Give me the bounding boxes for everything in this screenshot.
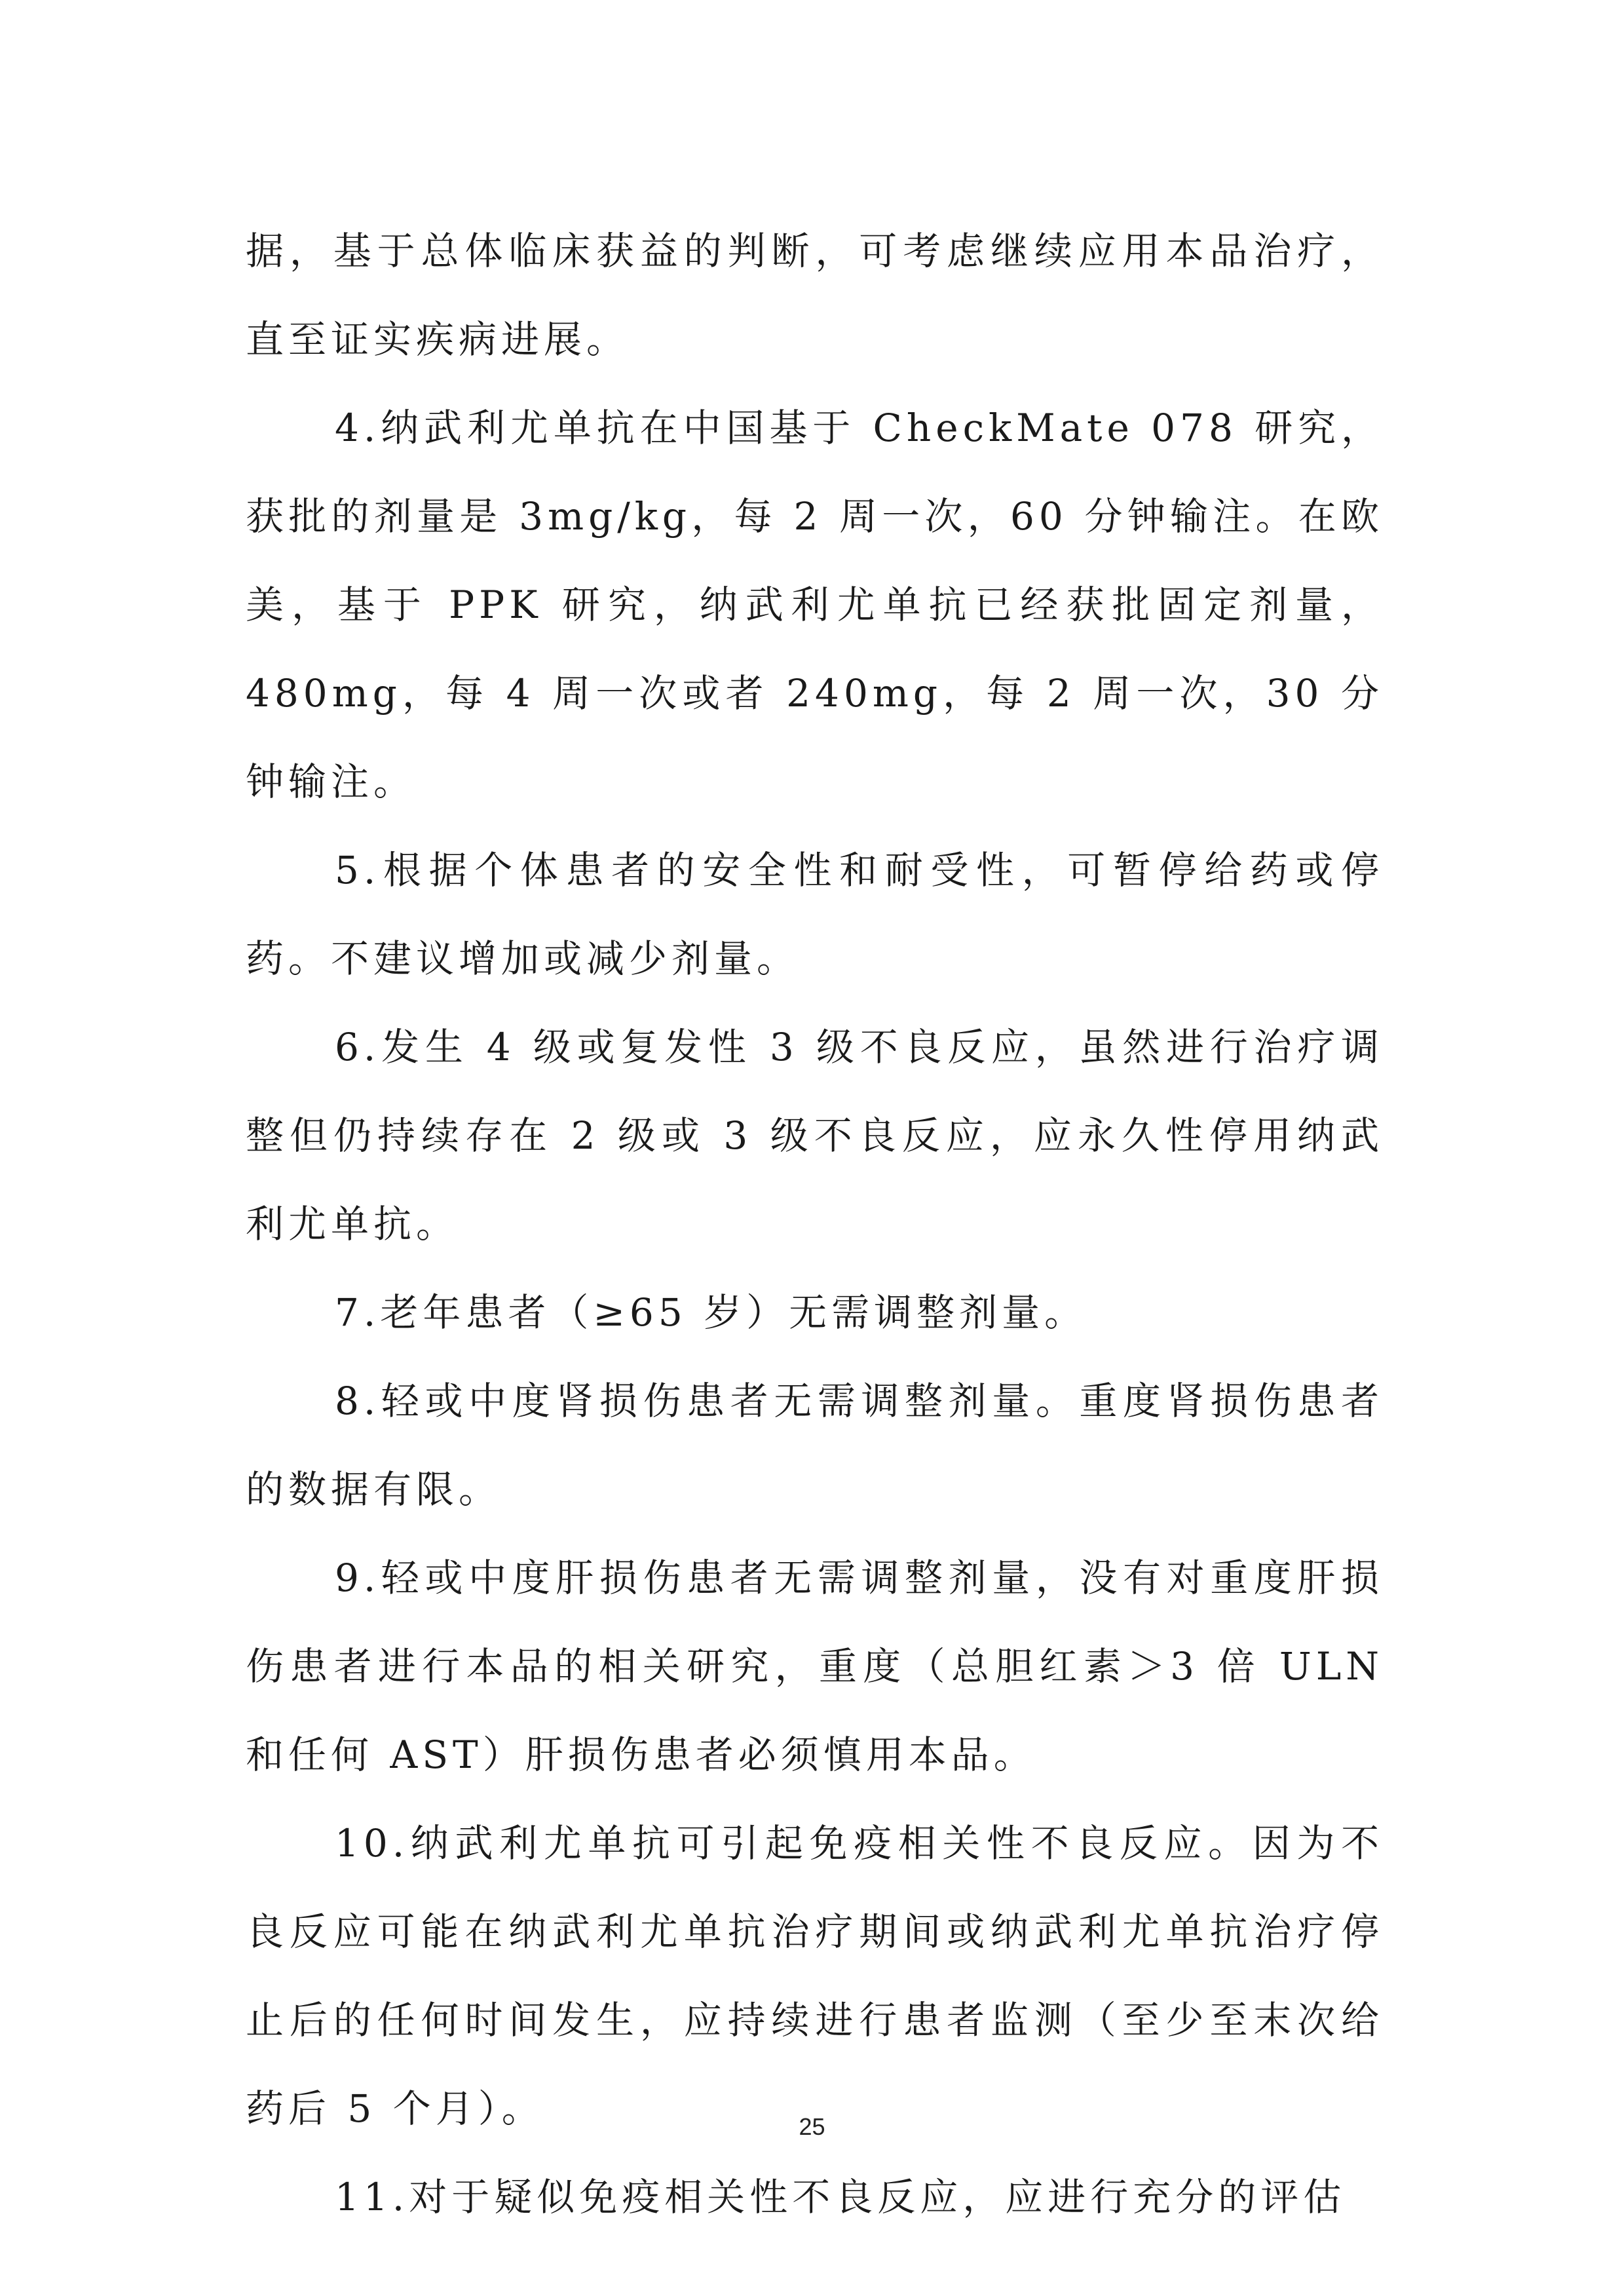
- paragraph-item-11: 11.对于疑似免疫相关性不良反应，应进行充分的评估: [335, 2175, 1346, 2219]
- paragraph-item-6: 6.发生 4 级或复发性 3 级不良反应，虽然进行治疗调整但仍持续存在 2 级或 3 级不良反应，应永久性停用纳武利尤单抗。: [246, 1025, 1384, 1246]
- paragraph-item-8: 8.轻或中度肾损伤患者无需调整剂量。重度肾损伤患者的数据有限。: [246, 1379, 1384, 1512]
- paragraph-item-10: 10.纳武利尤单抗可引起免疫相关性不良反应。因为不良反应可能在纳武利尤单抗治疗期间或纳武利尤单抗治疗停止后的任何时间发生，应持续进行患者监测（至少至末次给药后 5 个月）。: [246, 1821, 1384, 2131]
- paragraph-item-4: 4.纳武利尤单抗在中国基于 CheckMate 078 研究，获批的剂量是 3mg/kg，每 2 周一次，60 分钟输注。在欧美，基于 PPK 研究，纳武利尤单抗已经获批固定剂量，480mg，每 4 周一次或者 240mg，每 2 周一次，30 分钟输注。: [246, 406, 1384, 804]
- paragraph-item-7: 7.老年患者（≥65 岁）无需调整剂量。: [335, 1290, 1087, 1335]
- paragraph-item-9: 9.轻或中度肝损伤患者无需调整剂量，没有对重度肝损伤患者进行本品的相关研究，重度（总胆红素＞3 倍 ULN 和任何 AST）肝损伤患者必须慎用本品。: [246, 1556, 1384, 1777]
- document-body: [246, 207, 1384, 2242]
- page-number: 25: [799, 2113, 825, 2140]
- paragraph-continuation: 据，基于总体临床获益的判断，可考虑继续应用本品治疗，直至证实疾病进展。: [246, 229, 1384, 362]
- paragraph-item-5: 5.根据个体患者的安全性和耐受性，可暂停给药或停药。不建议增加或减少剂量。: [246, 848, 1384, 981]
